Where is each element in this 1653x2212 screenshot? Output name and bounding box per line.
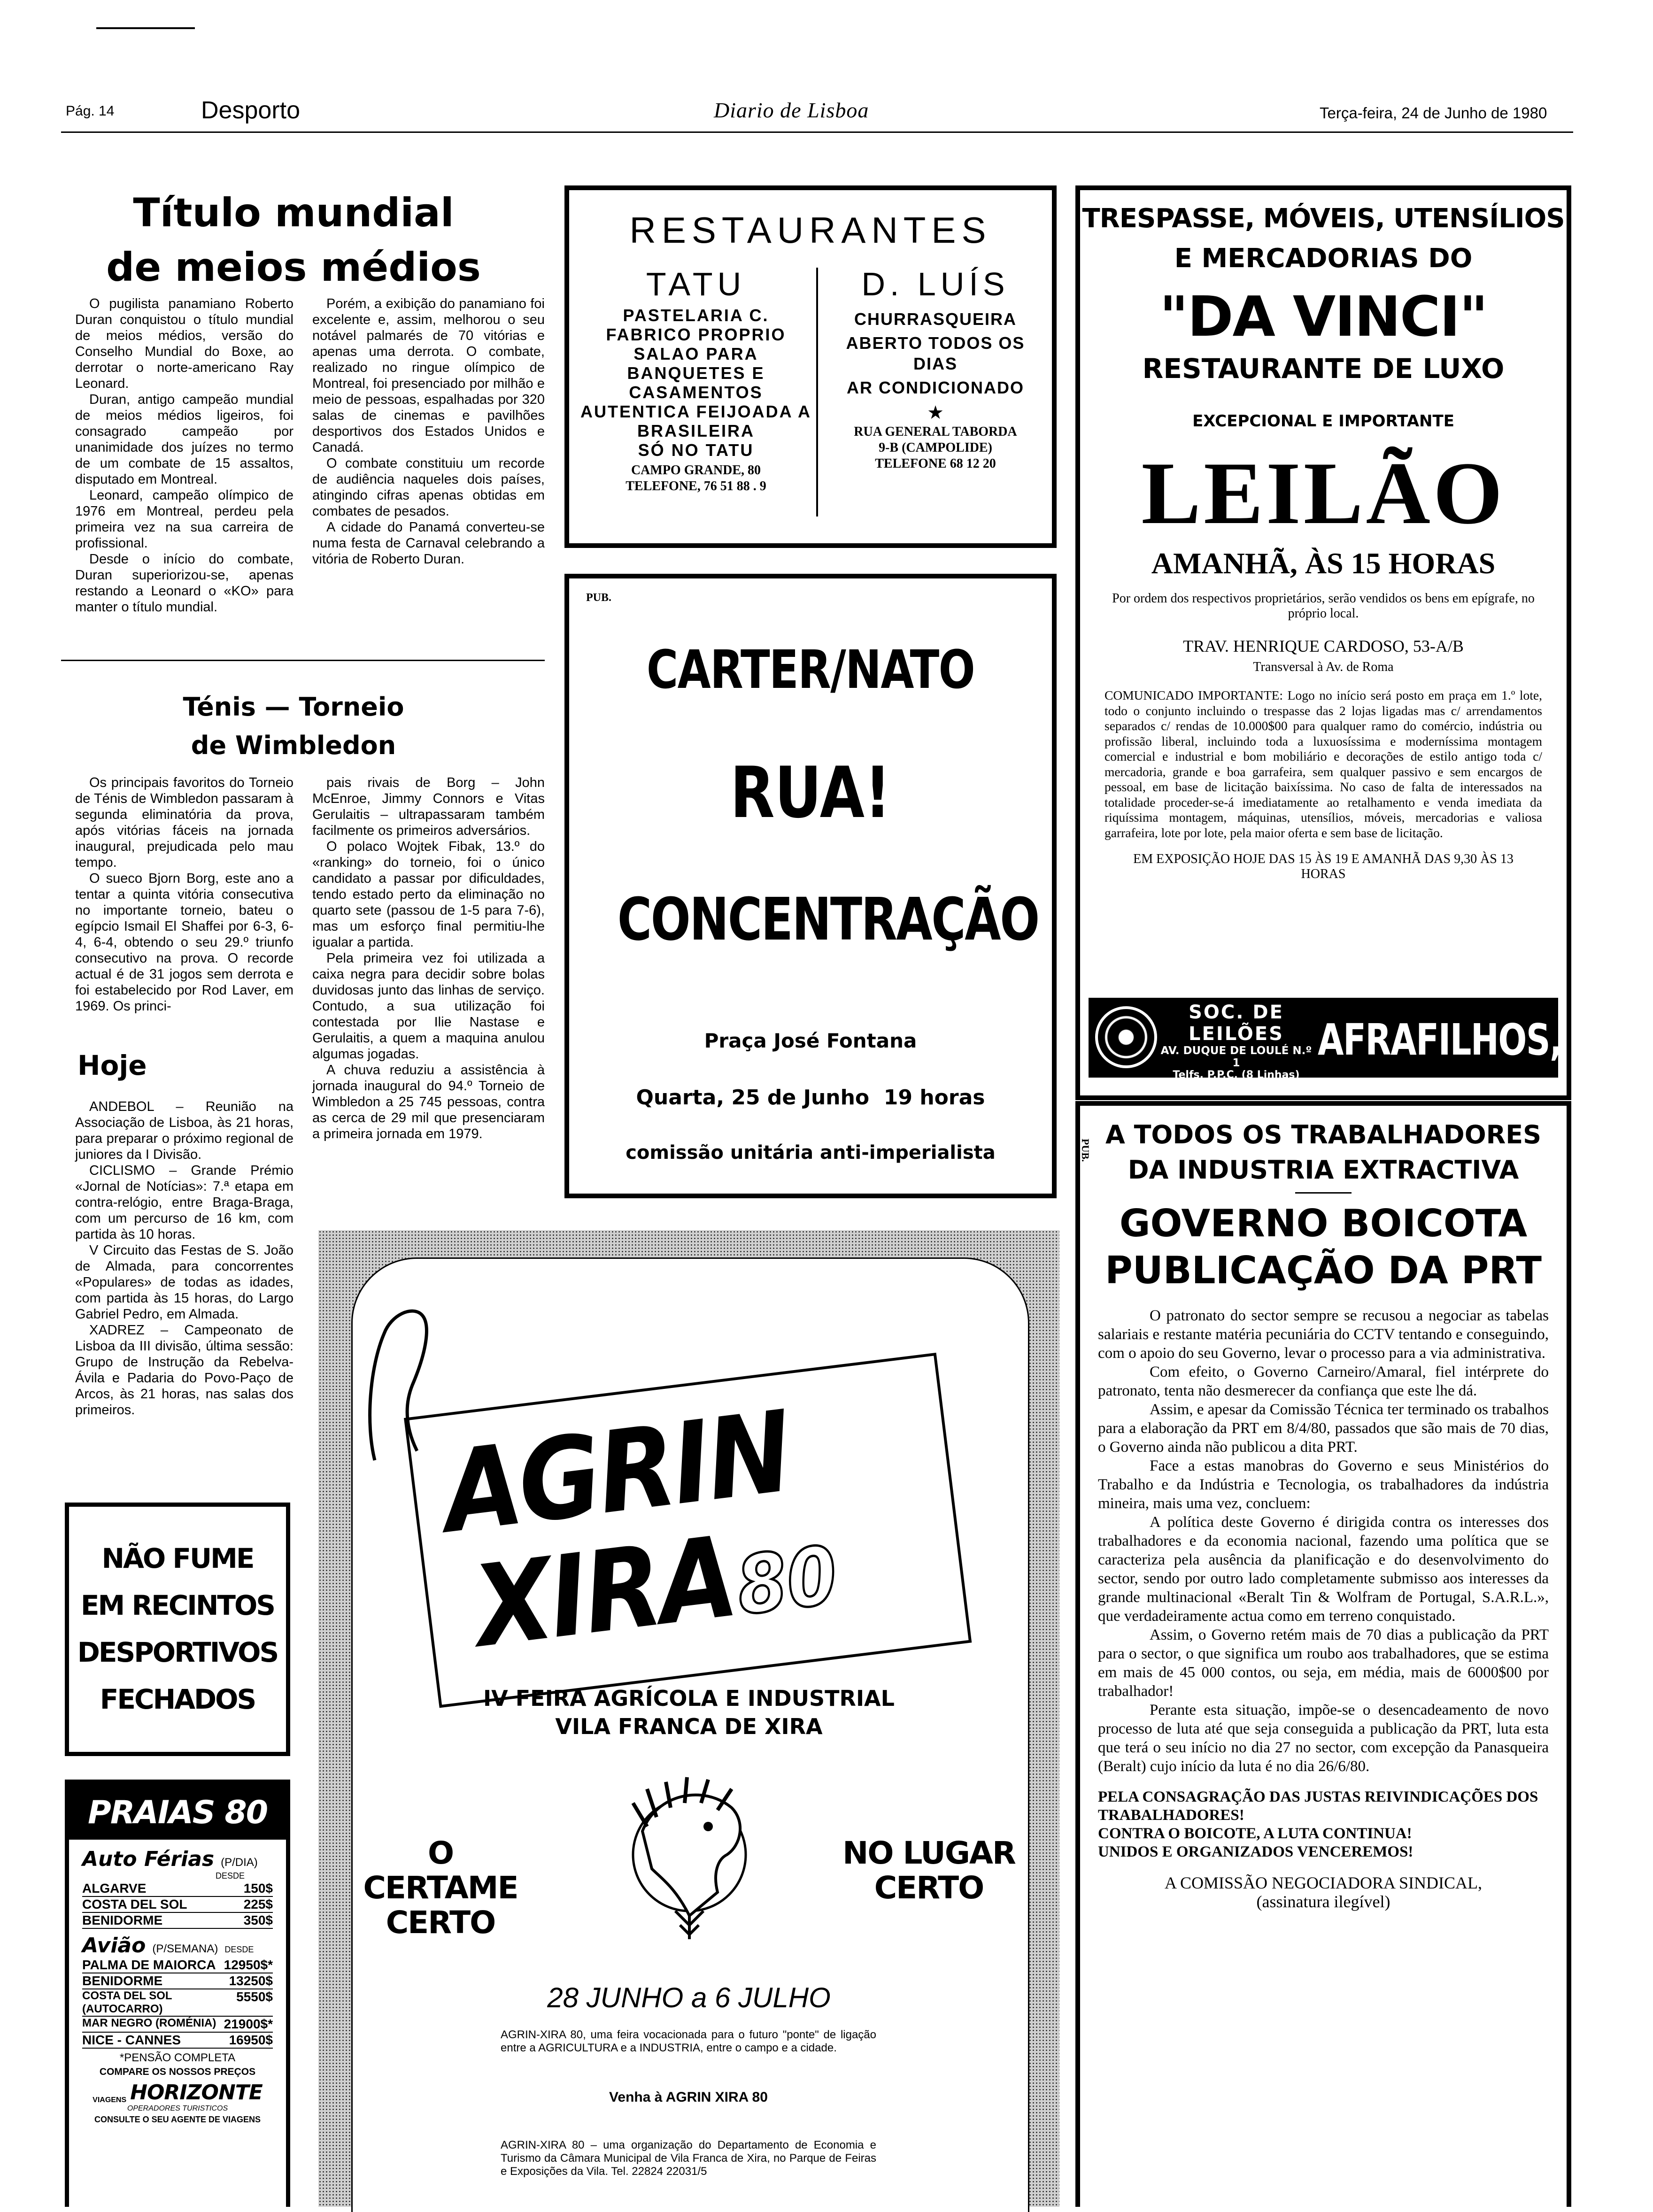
praias-ad [65, 1780, 290, 2207]
price-row [82, 1897, 273, 1913]
viagens-label: VIAGENS [93, 2096, 127, 2104]
aviao-unit: (P/SEMANA) [152, 1942, 218, 1955]
dluis-name: D. LUÍS [861, 266, 1010, 302]
paragraph: Desde o início do combate, Duran superiorizou-se, apenas restando a Leonard o «KO» para manter o título mundial. [75, 552, 294, 615]
restaurantes-ad [564, 185, 1057, 548]
paragraph: Assim, e apesar da Comissão Técnica ter terminado os trabalhos para a elaboração da PRT em 8/4/80, passados que são mais de 70 dias, o Governo ainda não publicou a dita PRT. [1098, 1401, 1549, 1456]
certame-line: CERTO [386, 1904, 495, 1941]
paragraph: A cidade do Panamá converteu-se numa festa de Carnaval celebrando a vitória de Roberto Duran. [312, 520, 545, 567]
paragraph: pais rivais de Borg – John McEnroe, Jimmy Connors e Vitas Gerulaitis – ultrapassaram também facilmente os primeiros adversários. [312, 775, 545, 838]
pub-label: PUB. [586, 592, 611, 604]
tenis-col-1 [75, 775, 294, 1014]
afra-banner [1089, 998, 1635, 1093]
paragraph: Leonard, campeão olímpico de 1976 em Montreal, perdeu pela primeira vez na sua carreira de profissional. [75, 488, 294, 551]
agrin-org: AGRIN-XIRA 80 – uma organização do Departamento de Economia e Turismo da Câmara Municipal de Vila Franca de Xira, no Parque de Feiras e Exposições da Vila. Tel. 22824 22031/5 [501, 2139, 876, 2178]
carter-org: comissão unitária anti-imperialista [626, 1142, 996, 1164]
paragraph: Os principais favoritos do Torneio de Ténis de Wimbledon passaram à segunda eliminatória da prova, após vitórias fáceis na jornada inaugural, prejudicada pelo mau tempo. [75, 775, 294, 870]
paragraph: A política deste Governo é dirigida contra os interesses dos trabalhadores e da economia nacional, fazendo uma política que se caracteriza pela ausência da planificação e do desenvolvimento do sector, sendo por outro lado completamente submisso aos interesses da grande multinacional «Beralt Tin & Wolfram de Portugal, S.A.R.L.», que verdadeiramente actua como em terreno conquistado. [1098, 1514, 1549, 1625]
paragraph: O patronato do sector sempre se recusou a negociar as tabelas salariais e restante matéria pecuniária do CCTV tentando e conseguindo, com o apoio do seu Governo, levar o processo para a via administrativa. [1098, 1307, 1549, 1362]
rua-line: RUA! [730, 752, 891, 834]
lugar-line: CERTO [874, 1870, 984, 1906]
price-row [82, 1973, 273, 1989]
leilao-head: TRESPASSE, MÓVEIS, UTENSÍLIOS [1082, 203, 1565, 234]
paragraph: Com efeito, o Governo Carneiro/Amaral, fiel intérprete do patronato, tenta não desmerecer da confiança que este lhe dá. [1098, 1364, 1549, 1399]
leilao-when: AMANHÃ, ÀS 15 HORAS [1151, 547, 1496, 580]
price-row [82, 1913, 273, 1929]
trab-big: PUBLICAÇÃO DA PRT [1105, 1249, 1542, 1292]
dluis-phone: TELEFONE 68 12 20 [875, 456, 996, 471]
price-row [82, 1881, 273, 1897]
tatu-line: SALAO PARA BANQUETES E CASAMENTOS [627, 344, 765, 402]
afra-logo [1318, 1015, 1635, 1065]
paragraph: Porém, a exibição do panamiano foi excelente e, assim, melhorou o seu notável palmarés de 70 vitórias e apenas uma derrota. O combate, realizado no ringue olímpico de Montreal, foi presenciado por milhão e meio de pessoas, espalhadas por 320 salas de cinemas e pavilhões desportivos dos Estados Unidos e Canadá. [312, 296, 545, 455]
nao-fume-line: DESPORTIVOS [77, 1636, 278, 1668]
pub-label-vertical: PUB. [1080, 1139, 1091, 1162]
price-value: 16950$ [229, 2033, 273, 2047]
price-place: BENIDORME [82, 1973, 163, 1988]
trab-body [1098, 1306, 1549, 1776]
restaurant-divider [816, 268, 818, 516]
leilao-sub: RESTAURANTE DE LUXO [1142, 353, 1505, 385]
duran-col-1 [75, 296, 294, 615]
nao-fume-line: EM RECINTOS [80, 1589, 275, 1621]
list-item: CICLISMO – Grande Prémio «Jornal de Notícias»: 7.ª etapa em contra-relógio, entre Braga-Braga, com um percurso de 16 km, com partida às 10 horas. [75, 1163, 294, 1242]
price-value: 12950$* [224, 1958, 273, 1972]
afra-brand: AFRAFILHOS, [1318, 1015, 1562, 1065]
newspaper-name: Diario de Lisboa [714, 98, 869, 122]
agrin-year: 80 [732, 1528, 842, 1634]
dluis-address: 9-B (CAMPOLIDE) [879, 440, 992, 455]
paragraph: O pugilista panamiano Roberto Duran conquistou o título mundial de meios médios, versão do Conselho Mundial do Boxe, ao derrotar o norte-americano Ray Leonard. [75, 296, 294, 391]
carter-when: Quarta, 25 de Junho 19 horas [636, 1086, 985, 1110]
praias-title: PRAIAS 80 [69, 1784, 286, 1840]
trab-short-rule [1295, 1192, 1352, 1194]
tatu-line: PASTELARIA C. FABRICO PROPRIO [606, 306, 786, 344]
afra-seal-icon [1095, 1006, 1157, 1068]
carter-line: CARTER/NATO [646, 640, 975, 701]
dluis-line: CHURRASQUEIRA [854, 309, 1017, 329]
price-place: COSTA DEL SOL [82, 1897, 187, 1911]
section-title: Desporto [201, 97, 300, 124]
paragraph: A chuva reduziu a assistência à jornada inaugural do 94.º Torneio de Wimbledon a 25 745 pessoas, contra as cerca de 29 mil que presenciaram a primeira jornada em 1979. [312, 1063, 545, 1141]
price-place: BENIDORME [82, 1913, 163, 1927]
paragraph: O combate constituiu um recorde de audiência naqueles dois países, atingindo cifras apenas obtidas em combates de pesados. [312, 456, 545, 519]
slogan: PELA CONSAGRAÇÃO DAS JUSTAS REIVINDICAÇÕES DOS TRABALHADORES! [1098, 1788, 1538, 1824]
paragraph: O polaco Wojtek Fibak, 13.º do «ranking» do torneio, foi o único candidato a passar por dificuldades, tendo estado perto da eliminação no quarto sete (passou de 1-5 para 7-6), mas um esforço final permitiu-lhe igualar a partida. [312, 839, 545, 950]
price-value: 350$ [243, 1913, 273, 1927]
duran-headline: Título mundial de meios médios [106, 190, 481, 290]
price-place: MAR NEGRO (ROMÉNIA) [82, 2017, 216, 2029]
leilao-big: LEILÃO [1141, 444, 1506, 543]
trab-head: A TODOS OS TRABALHADORES [1105, 1120, 1541, 1149]
tatu-name: TATU [646, 266, 746, 302]
nao-fume-ad [65, 1503, 290, 1756]
nao-fume-line: FECHADOS [100, 1683, 255, 1715]
price-value: 13250$ [229, 1973, 273, 1988]
feira-line: IV FEIRA AGRÍCOLA E INDUSTRIAL [483, 1686, 895, 1711]
auto-ferias-unit: (P/DIA) [221, 1856, 258, 1869]
operadores-label: OPERADORES TURISTICOS [127, 2104, 228, 2112]
tatu-column [579, 265, 813, 494]
agrin-dates: 28 JUNHO a 6 JULHO [547, 1982, 831, 2013]
dluis-address: RUA GENERAL TABORDA [854, 424, 1017, 439]
dluis-column [823, 265, 1048, 472]
concentracao-line: CONCENTRAÇÃO [617, 886, 1039, 954]
paragraph: Assim, o Governo retém mais de 70 dias a publicação da PRT para o sector, o que significa um roubo aos trabalhadores, que se estima em mais de 45 000 contos, ou seja, em média, mais de 6000$00 por trabalhador! [1098, 1626, 1549, 1700]
restaurantes-title: RESTAURANTES [629, 209, 992, 251]
hoje-list [75, 1099, 294, 1418]
list-item: XADREZ – Campeonato de Lisboa da III divisão, última sessão: Grupo de Instrução da Rebelva-Ávila e Padaria do Povo-Paço de Arcos, às 21 horas, nas salas dos primeiros. [75, 1323, 294, 1418]
soc-address: AV. DUQUE DE LOULÉ N.º 1 [1160, 1045, 1312, 1069]
horizonte-logo: HORIZONTE [130, 2081, 263, 2104]
paragraph: Perante esta situação, impõe-se o desencadeamento de novo processo de luta até que seja conseguida a publicação da PRT, luta esta que terá o seu início no dia 27 no sector, com excepção da Panasqueira (Beralt) cujo início da luta é no dia 26/6/80. [1098, 1702, 1549, 1775]
leilao-address-2: Transversal à Av. de Roma [1253, 660, 1394, 674]
price-place: ALGARVE [82, 1881, 147, 1896]
header-rule [61, 131, 1573, 133]
feira-line: VILA FRANCA DE XIRA [555, 1714, 823, 1739]
price-place: NICE - CANNES [82, 2033, 181, 2047]
soc-phones-label: Telfs. P.P.C. (8 Linhas) [1173, 1069, 1300, 1081]
agrin-xira-ad [318, 1230, 1059, 2207]
paragraph: Duran, antigo campeão mundial de meios médios ligeiros, foi consagrado campeão por unanimidade dos juízes no termo de um combate de 15 assaltos, disputado em Montreal. [75, 392, 294, 487]
auto-ferias-title: Auto Férias [82, 1847, 215, 1871]
signature-note: (assinatura ilegível) [1256, 1892, 1390, 1911]
tatu-line: SÓ NO TATU [638, 440, 754, 460]
consulte-label: CONSULTE O SEU AGENTE DE VIAGENS [94, 2115, 261, 2124]
signature-line: A COMISSÃO NEGOCIADORA SINDICAL, [1164, 1873, 1483, 1892]
aviao-desde: DESDE [224, 1945, 254, 1954]
afra-lda: Lda [1596, 1038, 1635, 1059]
slogan: CONTRA O BOICOTE, A LUTA CONTINUA! [1098, 1825, 1412, 1842]
price-row [82, 1958, 273, 1973]
aviao-title: Avião [82, 1934, 146, 1958]
carter-place: Praça José Fontana [704, 1029, 917, 1052]
soc-phones: 532020 51478 522446 [1171, 1081, 1301, 1093]
xira-word: XIRA [467, 1511, 742, 1673]
slogan: UNIDOS E ORGANIZADOS VENCEREMOS! [1098, 1843, 1414, 1860]
paragraph: Pela primeira vez foi utilizada a caixa negra para decidir sobre bolas duvidosas junto das linhas de serviço. Contudo, a sua utilização foi contestada por Ilie Nastase e Gerulaitis, a quem a maquina anulou algumas jogadas. [312, 951, 545, 1062]
tenis-col-2 [312, 775, 545, 1142]
article-divider [61, 660, 545, 661]
list-item: ANDEBOL – Reunião na Associação de Lisboa, às 21 horas, para preparar o próximo regional de juniores da I Divisão. [75, 1099, 294, 1162]
leilao-exposicao: EM EXPOSIÇÃO HOJE DAS 15 ÀS 19 E AMANHÃ DAS 9,30 ÀS 13 HORAS [1133, 852, 1514, 881]
paragraph: O sueco Bjorn Borg, este ano a tentar a quinta vitória consecutiva no importante torneio, bateu o egípcio Ismail El Shaffei por 6-3, 6-4, 6-4, obtendo o seu 29.º triunfo consecutivo na prova. O recorde actual é de 31 jogos sem derrota e foi estabelecido por Rod Laver, em 1969. Os princi- [75, 871, 294, 1014]
price-row [82, 2033, 273, 2049]
price-place: PALMA DE MAIORCA [82, 1958, 216, 1972]
leilao-head: E MERCADORIAS DO [1174, 243, 1473, 274]
page-number: Pág. 14 [66, 103, 115, 119]
price-row [82, 1989, 273, 2017]
duran-col-2 [312, 296, 545, 567]
pensao-note: *PENSÃO COMPLETA [119, 2051, 236, 2064]
leilao-address: TRAV. HENRIQUE CARDOSO, 53-A/B [1183, 637, 1464, 655]
compare-note: COMPARE OS NOSSOS PREÇOS [99, 2066, 256, 2077]
nao-fume-line: NÃO FUME [101, 1542, 254, 1574]
desde-label: DESDE [215, 1871, 245, 1881]
agrin-word: AGRIN [436, 1387, 797, 1558]
leilao-excep: EXCEPCIONAL E IMPORTANTE [1192, 412, 1454, 431]
price-value: 5550$ [236, 1989, 273, 2004]
list-item: V Circuito das Festas de S. João de Almada, para concorrentes «Populares» de todas as idades, com partida às 15 horas, do Largo Gabriel Pedro, em Almada. [75, 1243, 294, 1322]
da-vinci-name: "DA VINCI" [1159, 284, 1487, 349]
hoje-title: Hoje [77, 1049, 147, 1081]
trabalhadores-ad [1075, 1101, 1571, 2207]
page-date: Terça-feira, 24 de Junho de 1980 [1320, 104, 1547, 122]
agrin-description: AGRIN-XIRA 80, uma feira vocacionada para o futuro "ponte" de ligação entre a AGRICULTURA e a INDUSTRIA, entre o campo e a cidade. [501, 2028, 876, 2054]
price-row [82, 2017, 273, 2033]
dluis-line: ABERTO TODOS OS DIAS [846, 333, 1025, 373]
price-value: 150$ [243, 1881, 273, 1896]
dluis-line: AR CONDICIONADO [847, 378, 1024, 397]
leilao-comunicado: COMUNICADO IMPORTANTE: Logo no início será posto em praça em 1.º lote, todo o conjunto incluindo o trespasse das 2 lojas ligadas mas c/ arrendamentos separados c/ rendas de 10.000$00 para qualquer ramo do comércio, indústria ou profissão liberal, incluindo toda a luxuosíssima e moderníssima montagem comercial e industrial e bom mobiliário e decorações de estilo antigo toda c/ mercadoria, grande e boa garrafeira, sem qualquer passivo e sem encargos de pessoal, em base de licitação baixíssima. No caso de falta de interessados na totalidade proceder-se-á imediatamente ao retalhamento e venda imediata da riquíssima montagem, máquinas, utensílios, móveis, mercadorias e valiosa garrafeira, lote por lote, pela maior oferta e sem base de licitação. [1105, 688, 1542, 840]
agrin-venha: Venha à AGRIN XIRA 80 [609, 2089, 768, 2105]
tatu-phone: TELEFONE, 76 51 88 . 9 [626, 479, 766, 493]
agrin-string-icon [356, 1272, 440, 1470]
lugar-line: NO LUGAR [842, 1835, 1015, 1871]
soc-label: SOC. DE LEILÕES [1189, 1002, 1284, 1045]
horse-head-wheat-icon [591, 1775, 788, 1944]
leilao-intro: Por ordem dos respectivos proprietários, serão vendidos os bens em epígrafe, no próprio local. [1112, 591, 1535, 621]
price-place: COSTA DEL SOL (AUTOCARRO) [82, 1989, 172, 2015]
paragraph: Face a estas manobras do Governo e seus Ministérios do Trabalho e da Indústria e Tecnologia, os trabalhadores da indústria mineira, mais uma vez, concluem: [1098, 1457, 1549, 1512]
top-left-rule [96, 27, 195, 29]
trab-slogans [1098, 1788, 1549, 1861]
tatu-line: AUTENTICA FEIJOADA A BRASILEIRA [580, 402, 811, 440]
carter-nato-ad [564, 574, 1057, 1198]
trab-big: GOVERNO BOICOTA [1119, 1202, 1528, 1245]
price-value: 225$ [243, 1897, 273, 1911]
price-value: 21900$* [224, 2017, 273, 2031]
leilao-ad [1075, 185, 1635, 1100]
trab-head: DA INDUSTRIA EXTRACTIVA [1128, 1155, 1519, 1185]
tatu-address: CAMPO GRANDE, 80 [631, 463, 761, 478]
tenis-headline: Ténis — Torneio de Wimbledon [183, 692, 404, 760]
certame-line: O CERTAME [363, 1835, 518, 1906]
star-icon: ★ [927, 402, 944, 423]
